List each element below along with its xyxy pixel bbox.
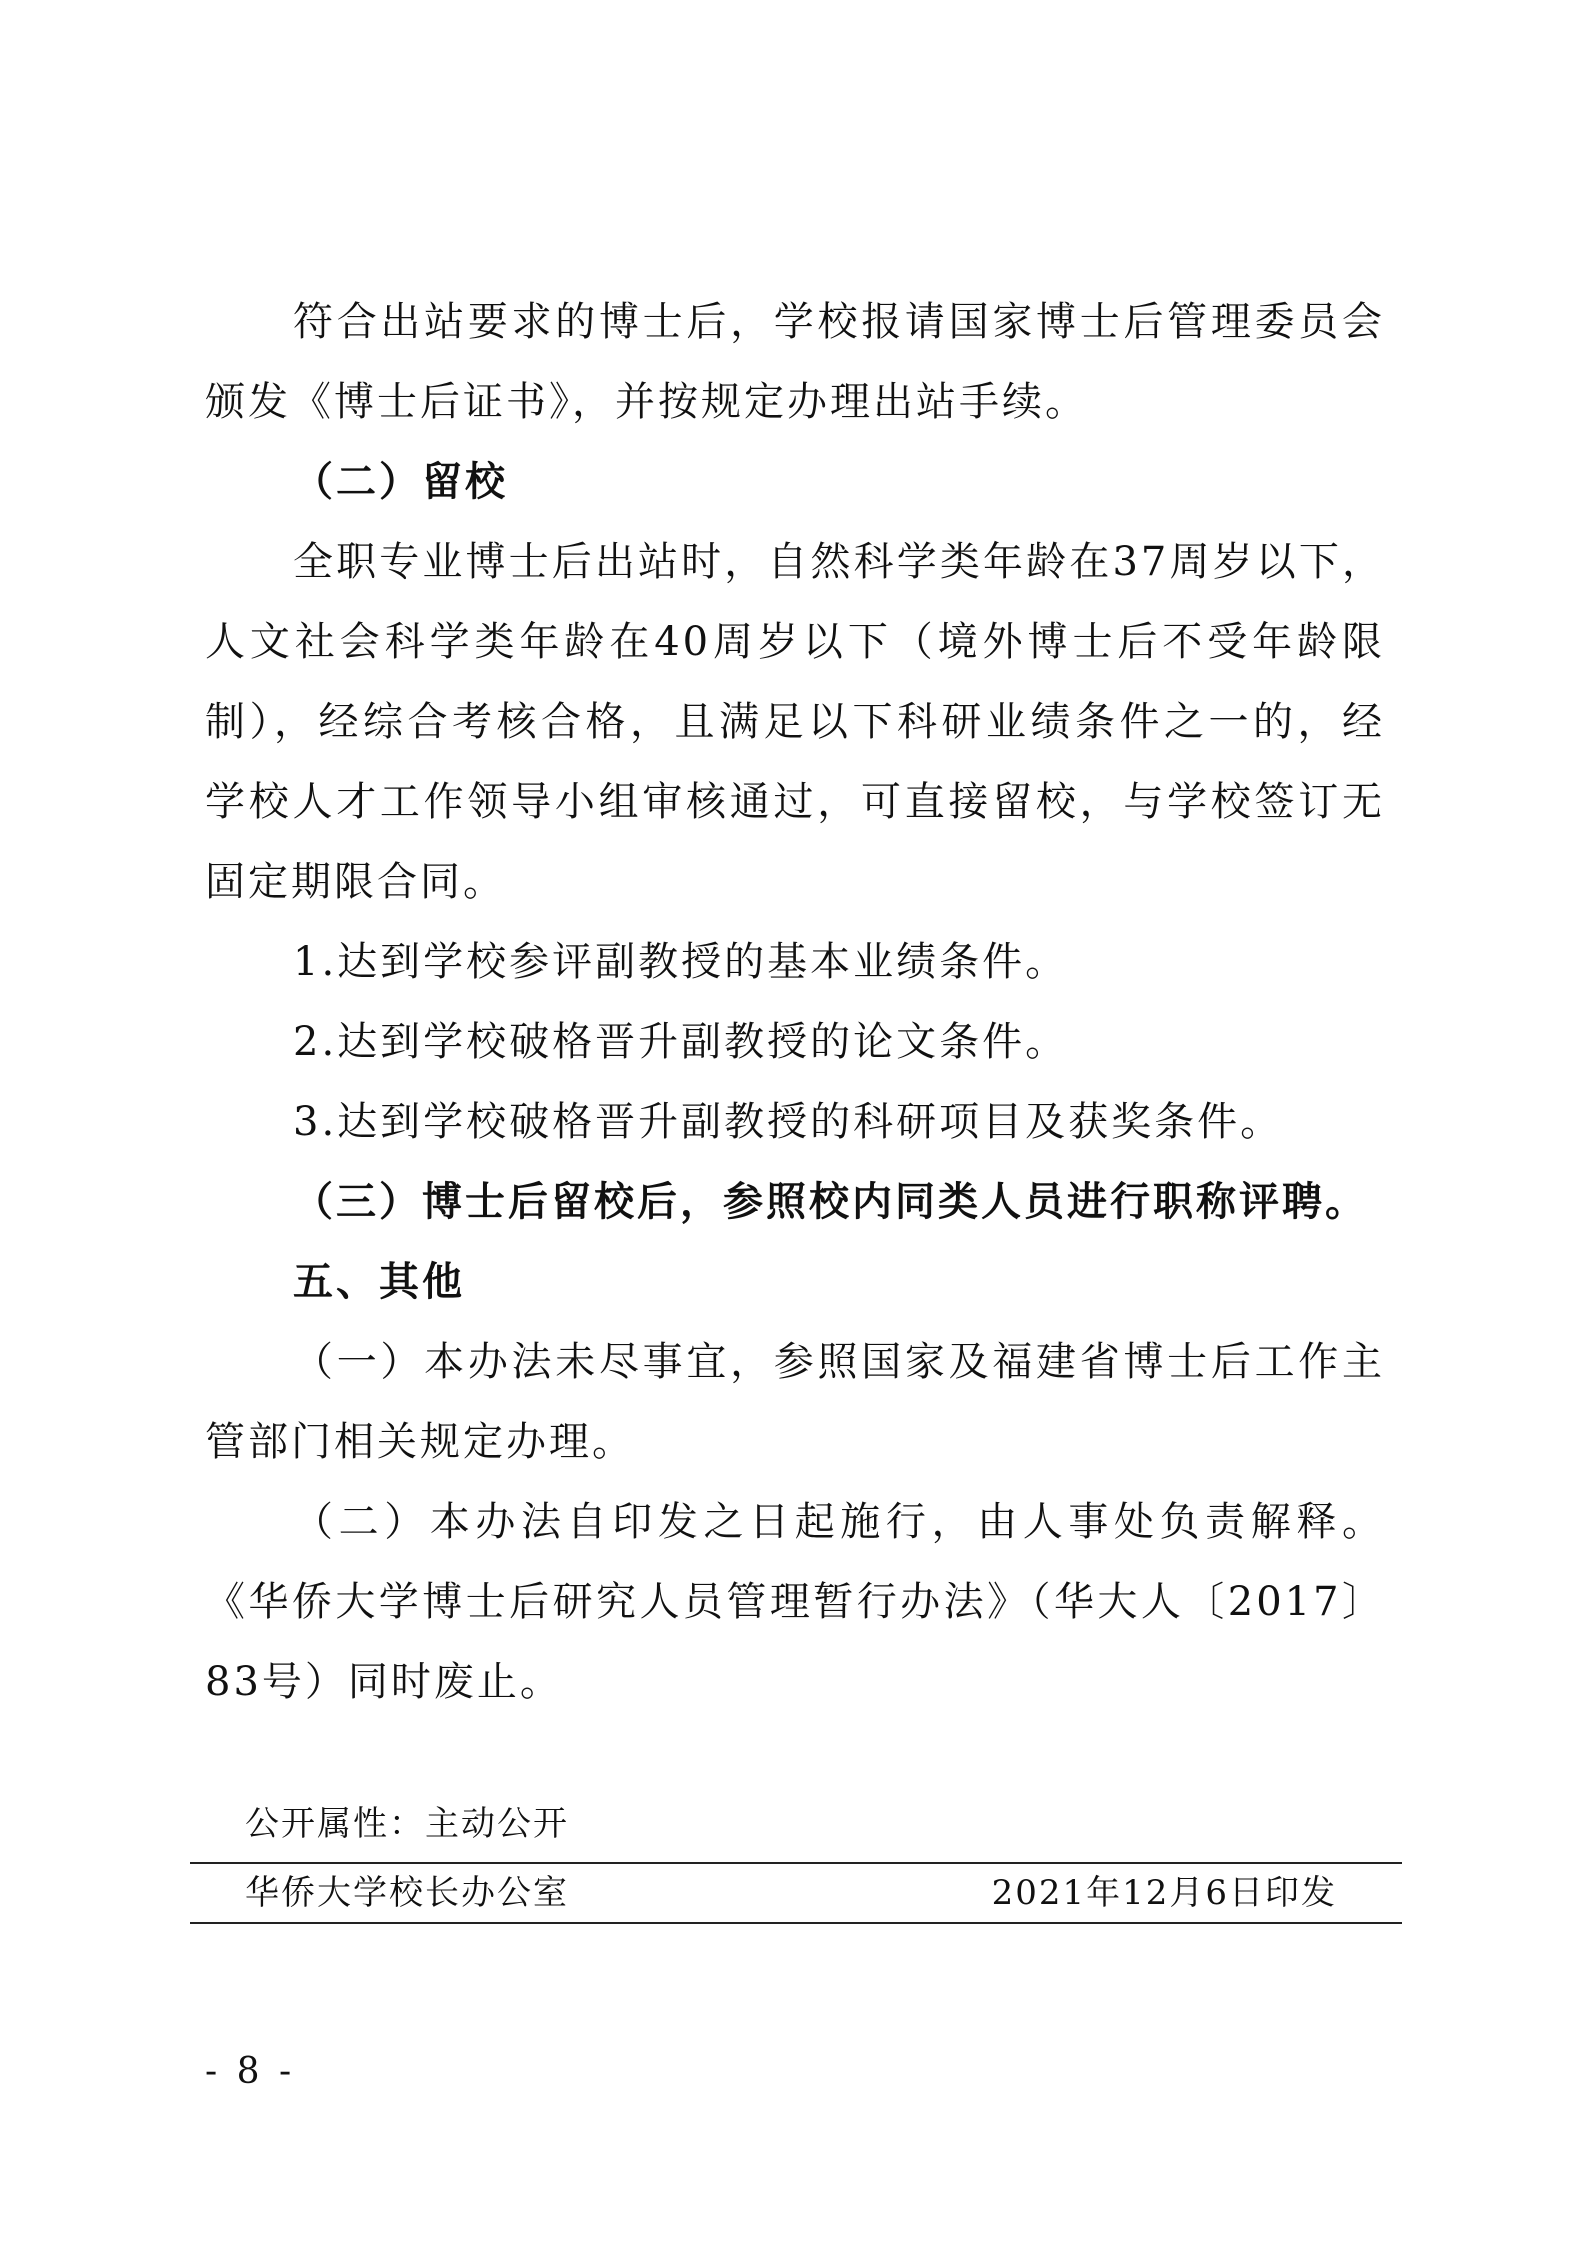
heading-title-evaluation: （三）博士后留校后，参照校内同类人员进行职称评聘。 <box>293 1179 1368 1225</box>
footer-rule-top <box>190 1862 1402 1864</box>
list-item-2: 2.达到学校破格晋升副教授的论文条件。 <box>293 1019 1069 1065</box>
heading-section-five: 五、其他 <box>293 1259 465 1305</box>
list-item-3: 3.达到学校破格晋升副教授的科研项目及获奖条件。 <box>293 1099 1284 1145</box>
footer-rule-bottom <box>190 1922 1402 1924</box>
paragraph-stay-conditions: 全职专业博士后出站时，自然科学类年龄在37周岁以下，人文社会科学类年龄在40周岁以下（境外博士后不受年龄限制），经综合考核合格，且满足以下科研业绩条件之一的，经学校人才工作领导小组审核通过，可直接留校，与学校签订无固定期限合同。 <box>205 539 1385 905</box>
paragraph-other-2: （二）本办法自印发之日起施行，由人事处负责解释。《华侨大学博士后研究人员管理暂行办法》（华大人〔2017〕83号）同时废止。 <box>205 1499 1385 1705</box>
issuer-office: 华侨大学校长办公室 <box>245 1873 569 1913</box>
paragraph-other-1: （一）本办法未尽事宜，参照国家及福建省博士后工作主管部门相关规定办理。 <box>205 1339 1385 1465</box>
list-item-1: 1.达到学校参评副教授的基本业绩条件。 <box>293 939 1069 985</box>
document-body <box>205 282 1385 1722</box>
public-attribute: 公开属性：主动公开 <box>245 1804 569 1844</box>
paragraph-certificate: 符合出站要求的博士后，学校报请国家博士后管理委员会颁发《博士后证书》，并按规定办理出站手续。 <box>205 299 1385 425</box>
page-number: - 8 - <box>205 2051 296 2092</box>
issue-date: 2021年12月6日印发 <box>991 1873 1337 1913</box>
heading-stay-at-school: （二）留校 <box>293 459 508 505</box>
